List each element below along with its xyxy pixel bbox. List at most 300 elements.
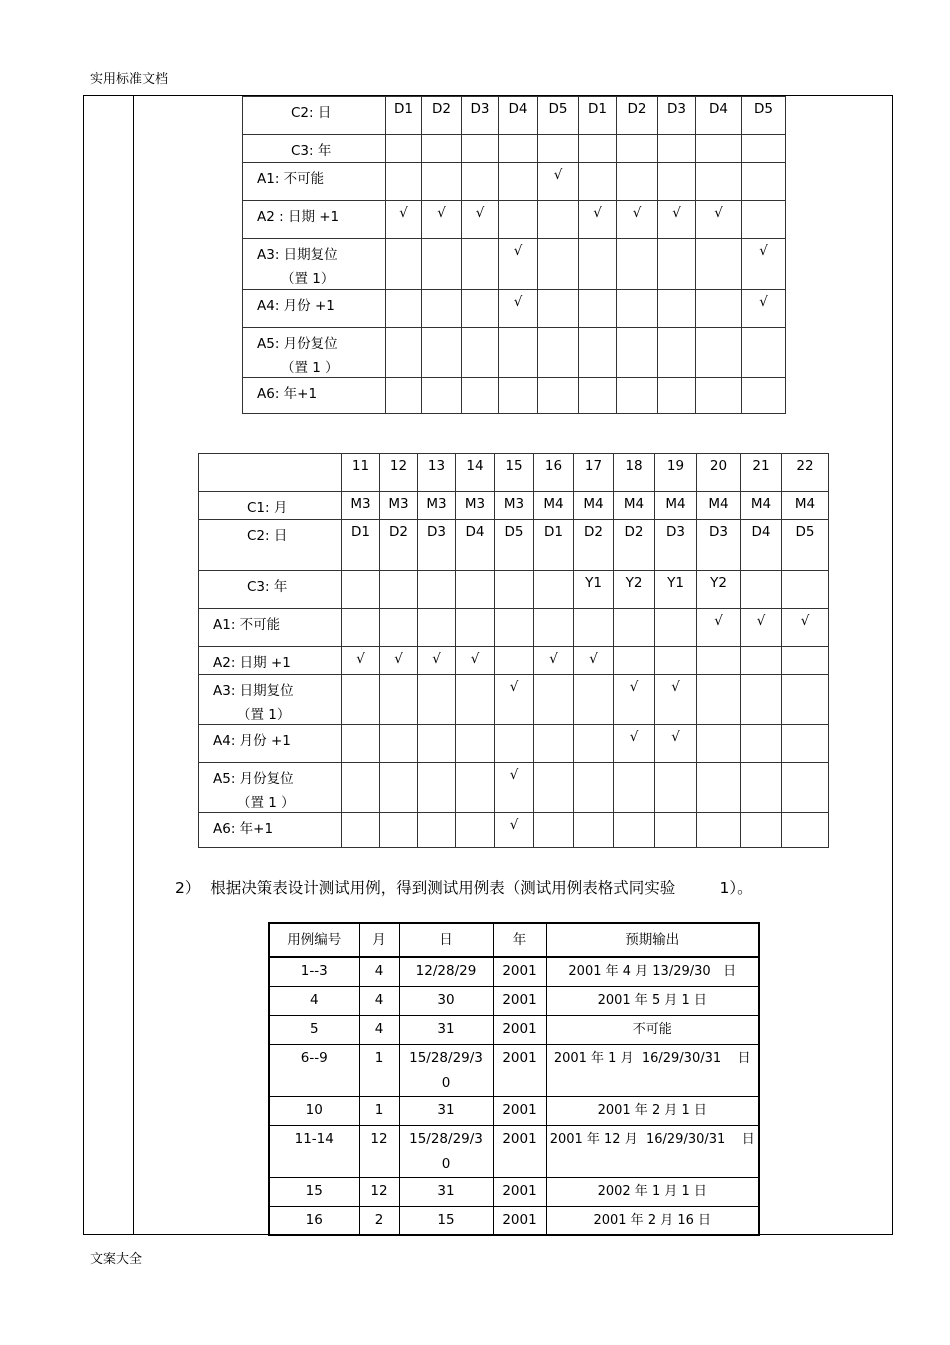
table2-row-label <box>199 675 342 725</box>
table2-cell <box>418 675 456 725</box>
table3-cell: 12 <box>359 1177 399 1206</box>
table2-row-label <box>199 647 342 675</box>
table3-cell: 2 <box>359 1206 399 1235</box>
table1-cell <box>538 328 579 378</box>
table3-cell: 2001 年 1 月 16/29/30/31 日 <box>546 1044 759 1096</box>
table3-cell: 6--9 <box>269 1044 359 1096</box>
table2-cell: √ <box>380 647 418 675</box>
table3-column-header: 年 <box>493 923 546 957</box>
table2-cell <box>782 813 829 848</box>
table2-cell <box>418 725 456 763</box>
table3-cell: 12/28/29 <box>399 957 493 986</box>
table1-cell: D1 <box>579 97 617 135</box>
table2-cell: Y1 <box>574 571 614 609</box>
table2-cell <box>697 813 741 848</box>
table2-cell <box>741 571 782 609</box>
table3-column-header: 预期输出 <box>546 923 759 957</box>
table2-column-header: 22 <box>782 454 829 492</box>
row-label-subtext: （置 1 ） <box>237 795 295 811</box>
table2-cell <box>741 725 782 763</box>
table1-cell <box>538 239 579 290</box>
table2-cell <box>741 813 782 848</box>
table3-cell: 1--3 <box>269 957 359 986</box>
table2-column-header: 21 <box>741 454 782 492</box>
table3-cell: 2001 <box>493 1177 546 1206</box>
table1-row-label <box>243 163 386 201</box>
table2-cell: M4 <box>741 492 782 520</box>
table2-row <box>199 520 829 571</box>
table1-cell <box>386 163 422 201</box>
table1-cell <box>422 328 462 378</box>
table1-cell: √ <box>499 239 538 290</box>
table2-cell: √ <box>655 725 697 763</box>
table2-cell <box>614 763 655 813</box>
table2-cell <box>456 675 495 725</box>
table1-cell <box>658 135 696 163</box>
decision-table-part1 <box>242 96 786 414</box>
table2-cell: M3 <box>342 492 380 520</box>
table1-cell: √ <box>742 290 786 328</box>
table2-cell: D1 <box>342 520 380 571</box>
table2-cell <box>697 675 741 725</box>
table1-cell <box>742 201 786 239</box>
table2-cell: M4 <box>697 492 741 520</box>
table3-cell: 5 <box>269 1015 359 1044</box>
table1-cell: √ <box>499 290 538 328</box>
table2-row <box>199 571 829 609</box>
table1-cell <box>462 328 499 378</box>
table2-cell: √ <box>495 763 534 813</box>
table1-cell <box>617 239 658 290</box>
table2-cell: Y1 <box>655 571 697 609</box>
table2-cell <box>418 571 456 609</box>
table2-cell: √ <box>655 675 697 725</box>
table3-cell: 31 <box>399 1015 493 1044</box>
table1-cell <box>386 239 422 290</box>
table2-header-row <box>199 454 829 492</box>
table1-cell <box>696 239 742 290</box>
table1-cell: √ <box>658 201 696 239</box>
table1-cell <box>696 135 742 163</box>
table1-row-label <box>243 378 386 414</box>
table2-cell <box>614 647 655 675</box>
table2-cell: √ <box>534 647 574 675</box>
table1-cell <box>658 290 696 328</box>
table3-cell: 30 <box>399 986 493 1015</box>
table2-cell <box>380 813 418 848</box>
table2-cell: √ <box>495 675 534 725</box>
table1-row-label <box>243 201 386 239</box>
table2-corner-cell <box>199 454 342 492</box>
table2-row <box>199 647 829 675</box>
table2-cell <box>495 609 534 647</box>
frame-column-divider <box>133 95 134 1235</box>
table2-cell: √ <box>614 725 655 763</box>
table1-cell <box>742 135 786 163</box>
table2-cell <box>574 763 614 813</box>
table2-cell <box>380 675 418 725</box>
table2-cell <box>697 725 741 763</box>
row-label-text: A1: 不可能 <box>213 617 281 633</box>
table2-row <box>199 763 829 813</box>
page-footer: 文案大全 <box>90 1252 143 1267</box>
table1-cell <box>658 328 696 378</box>
table3-cell: 2001 <box>493 1206 546 1235</box>
table2-column-header: 14 <box>456 454 495 492</box>
table3-cell: 2001 年 5 月 1 日 <box>546 986 759 1015</box>
frame-left-border <box>83 95 84 1235</box>
table1-cell <box>742 163 786 201</box>
table3-cell: 1 <box>359 1044 399 1096</box>
table2-cell: D4 <box>456 520 495 571</box>
table3-cell: 15 <box>399 1206 493 1235</box>
table2-cell: D2 <box>574 520 614 571</box>
table2-cell <box>655 609 697 647</box>
table2-cell: √ <box>614 675 655 725</box>
table2-column-header: 12 <box>380 454 418 492</box>
table2-cell: √ <box>782 609 829 647</box>
table3-cell: 不可能 <box>546 1015 759 1044</box>
table2-cell: √ <box>418 647 456 675</box>
table2-cell <box>782 763 829 813</box>
row-label-subtext: （置 1） <box>281 271 335 287</box>
table2-column-header: 19 <box>655 454 697 492</box>
table2-cell <box>534 813 574 848</box>
table1-cell: √ <box>386 201 422 239</box>
table3-cell: 2001 <box>493 957 546 986</box>
table1-row <box>243 163 786 201</box>
table3-cell: 2001 年 12 月 16/29/30/31 日 <box>546 1125 759 1177</box>
row-label-text: A2: 日期 +1 <box>213 655 291 671</box>
table2-cell: M4 <box>655 492 697 520</box>
table2-row-label <box>199 571 342 609</box>
table2-column-header: 20 <box>697 454 741 492</box>
table1-cell <box>617 163 658 201</box>
table2-cell: M3 <box>456 492 495 520</box>
table2-cell <box>418 763 456 813</box>
table3-cell: 4 <box>359 1015 399 1044</box>
row-label-subtext: （置 1 ） <box>281 360 339 376</box>
table3-cell: 2001 年 2 月 1 日 <box>546 1096 759 1125</box>
table2-cell <box>418 609 456 647</box>
table2-cell: M3 <box>380 492 418 520</box>
table1-cell <box>658 163 696 201</box>
table1-row-label <box>243 290 386 328</box>
table2-cell: Y2 <box>697 571 741 609</box>
table2-cell <box>380 609 418 647</box>
table1-cell <box>422 163 462 201</box>
table2-cell <box>574 725 614 763</box>
row-label-text: A4: 月份 +1 <box>257 298 335 314</box>
table2-cell: √ <box>342 647 380 675</box>
table1-cell <box>462 290 499 328</box>
table2-column-header: 11 <box>342 454 380 492</box>
table2-row <box>199 492 829 520</box>
table1-cell <box>579 135 617 163</box>
table1-row <box>243 97 786 135</box>
table1-cell: D3 <box>658 97 696 135</box>
table2-cell <box>655 763 697 813</box>
table1-row-label <box>243 328 386 378</box>
table2-cell <box>418 813 456 848</box>
table2-cell: D4 <box>741 520 782 571</box>
table1-row <box>243 290 786 328</box>
table1-cell <box>579 328 617 378</box>
table2-cell <box>741 763 782 813</box>
row-label-text: C3: 年 <box>247 579 288 595</box>
table1-cell <box>422 378 462 414</box>
table2-cell <box>574 813 614 848</box>
table3-row <box>269 1044 759 1096</box>
table2-cell <box>574 675 614 725</box>
table2-cell: D3 <box>655 520 697 571</box>
table1-cell <box>422 290 462 328</box>
table1-cell <box>538 135 579 163</box>
table1-cell: √ <box>538 163 579 201</box>
table2-row-label <box>199 520 342 571</box>
table2-cell: Y2 <box>614 571 655 609</box>
table2-cell: M4 <box>534 492 574 520</box>
table3-cell: 16 <box>269 1206 359 1235</box>
table2-cell <box>342 813 380 848</box>
table1-cell <box>499 163 538 201</box>
page-header: 实用标准文档 <box>90 72 169 87</box>
table2-cell <box>456 609 495 647</box>
table1-row <box>243 378 786 414</box>
table2-cell <box>574 609 614 647</box>
test-case-instruction: 2） 根据决策表设计测试用例，得到测试用例表（测试用例表格式同实验 1）。 <box>175 879 753 897</box>
table2-cell <box>342 609 380 647</box>
table3-cell: 31 <box>399 1096 493 1125</box>
table2-cell <box>697 763 741 813</box>
table1-cell <box>579 290 617 328</box>
table2-cell: M3 <box>495 492 534 520</box>
table2-cell <box>782 647 829 675</box>
table3-cell: 2001 年 4 月 13/29/30 日 <box>546 957 759 986</box>
table3-cell: 15/28/29/3 0 <box>399 1044 493 1096</box>
table1-cell <box>696 378 742 414</box>
table2-cell: D3 <box>697 520 741 571</box>
table3-cell: 2001 <box>493 1044 546 1096</box>
table1-cell: √ <box>617 201 658 239</box>
table1-cell <box>742 378 786 414</box>
table2-row <box>199 609 829 647</box>
table2-cell <box>534 571 574 609</box>
table1-cell <box>422 239 462 290</box>
table3-cell: 2001 <box>493 1096 546 1125</box>
table1-cell: √ <box>579 201 617 239</box>
table2-cell: M4 <box>614 492 655 520</box>
table1-cell <box>538 290 579 328</box>
table1-cell <box>696 163 742 201</box>
table3-header-row <box>269 923 759 957</box>
table2-cell: √ <box>697 609 741 647</box>
table2-cell <box>782 675 829 725</box>
table2-cell <box>534 763 574 813</box>
table3-cell: 15/28/29/3 0 <box>399 1125 493 1177</box>
table2-cell <box>614 813 655 848</box>
table3-row <box>269 1177 759 1206</box>
row-label-text: A1: 不可能 <box>257 171 325 187</box>
table2-cell <box>655 813 697 848</box>
row-label-text: A4: 月份 +1 <box>213 733 291 749</box>
table2-cell <box>380 571 418 609</box>
table3-cell: 2001 <box>493 1015 546 1044</box>
table2-row-label <box>199 609 342 647</box>
decision-table-part2 <box>198 453 829 848</box>
table2-cell <box>342 571 380 609</box>
row-label-text: C3: 年 <box>291 143 332 159</box>
table2-cell <box>782 725 829 763</box>
table1-cell <box>462 163 499 201</box>
row-label-subtext: （置 1） <box>237 707 291 723</box>
table1-cell: √ <box>696 201 742 239</box>
table1-row <box>243 239 786 290</box>
table2-cell <box>534 725 574 763</box>
table3-row <box>269 1206 759 1235</box>
row-label-text: A3: 日期复位 <box>257 247 338 263</box>
row-label-text: C2: 日 <box>291 105 332 121</box>
table2-column-header: 15 <box>495 454 534 492</box>
table1-cell <box>499 201 538 239</box>
table1-cell: D4 <box>696 97 742 135</box>
table3-row <box>269 986 759 1015</box>
table1-row-label <box>243 239 386 290</box>
table3-cell: 10 <box>269 1096 359 1125</box>
table3-column-header: 日 <box>399 923 493 957</box>
table1-cell <box>499 135 538 163</box>
table3-cell: 4 <box>359 986 399 1015</box>
table2-cell <box>534 675 574 725</box>
table2-cell <box>741 675 782 725</box>
table1-cell <box>617 378 658 414</box>
table1-cell <box>462 378 499 414</box>
table1-cell <box>579 378 617 414</box>
table1-cell: √ <box>742 239 786 290</box>
row-label-text: A5: 月份复位 <box>257 336 338 352</box>
table2-column-header: 17 <box>574 454 614 492</box>
table3-cell: 12 <box>359 1125 399 1177</box>
table2-cell <box>495 571 534 609</box>
table1-cell <box>462 239 499 290</box>
row-label-text: C2: 日 <box>247 528 288 544</box>
table1-row-label <box>243 97 386 135</box>
table3-row <box>269 1096 759 1125</box>
table1-cell: D4 <box>499 97 538 135</box>
table2-cell <box>456 725 495 763</box>
table2-row-label <box>199 763 342 813</box>
table3-cell: 31 <box>399 1177 493 1206</box>
table2-cell <box>741 647 782 675</box>
table2-cell <box>782 571 829 609</box>
table2-cell <box>495 725 534 763</box>
table1-cell <box>538 378 579 414</box>
table2-cell: √ <box>741 609 782 647</box>
table2-cell: D2 <box>380 520 418 571</box>
table2-cell <box>456 763 495 813</box>
table1-cell <box>696 328 742 378</box>
table3-cell: 2002 年 1 月 1 日 <box>546 1177 759 1206</box>
table2-row <box>199 813 829 848</box>
table2-cell: M3 <box>418 492 456 520</box>
table1-cell: D5 <box>538 97 579 135</box>
row-label-text: A3: 日期复位 <box>213 683 294 699</box>
table2-cell <box>614 609 655 647</box>
table3-cell: 2001 年 2 月 16 日 <box>546 1206 759 1235</box>
table2-cell <box>456 571 495 609</box>
row-label-text: A2 : 日期 +1 <box>257 209 340 225</box>
table1-cell <box>538 201 579 239</box>
table1-cell <box>617 328 658 378</box>
table1-row <box>243 328 786 378</box>
row-label-text: A6: 年+1 <box>257 386 318 402</box>
table1-cell <box>579 239 617 290</box>
table2-cell: √ <box>574 647 614 675</box>
table1-cell: √ <box>462 201 499 239</box>
test-case-table <box>268 922 760 1236</box>
table2-cell: D2 <box>614 520 655 571</box>
table1-cell <box>658 378 696 414</box>
table3-cell: 11-14 <box>269 1125 359 1177</box>
table3-row <box>269 957 759 986</box>
table1-cell <box>658 239 696 290</box>
table2-cell <box>456 813 495 848</box>
table2-row-label <box>199 813 342 848</box>
table2-cell: D5 <box>495 520 534 571</box>
table2-cell: √ <box>456 647 495 675</box>
table1-cell <box>696 290 742 328</box>
table2-cell: D5 <box>782 520 829 571</box>
table1-cell: D3 <box>462 97 499 135</box>
table3-cell: 4 <box>269 986 359 1015</box>
table1-cell <box>386 378 422 414</box>
table2-row-label <box>199 725 342 763</box>
table1-cell: D5 <box>742 97 786 135</box>
row-label-text: A5: 月份复位 <box>213 771 294 787</box>
table2-row-label <box>199 492 342 520</box>
table3-cell: 15 <box>269 1177 359 1206</box>
table3-cell: 1 <box>359 1096 399 1125</box>
table1-cell: D2 <box>422 97 462 135</box>
table1-cell <box>386 290 422 328</box>
table2-cell <box>697 647 741 675</box>
table2-cell: M4 <box>574 492 614 520</box>
table3-cell: 4 <box>359 957 399 986</box>
table1-cell: D1 <box>386 97 422 135</box>
table2-cell <box>380 763 418 813</box>
table1-row <box>243 135 786 163</box>
table2-cell <box>655 647 697 675</box>
table1-cell <box>462 135 499 163</box>
table1-cell <box>499 378 538 414</box>
table2-cell: D1 <box>534 520 574 571</box>
table2-cell: √ <box>495 813 534 848</box>
table2-cell <box>495 647 534 675</box>
table1-cell <box>742 328 786 378</box>
table1-cell <box>386 328 422 378</box>
table3-column-header: 用例编号 <box>269 923 359 957</box>
table1-cell <box>499 328 538 378</box>
table3-column-header: 月 <box>359 923 399 957</box>
row-label-text: A6: 年+1 <box>213 821 274 837</box>
table2-cell <box>342 763 380 813</box>
table1-cell <box>617 135 658 163</box>
table1-row <box>243 201 786 239</box>
table1-cell <box>617 290 658 328</box>
table1-cell: D2 <box>617 97 658 135</box>
table2-row <box>199 675 829 725</box>
table1-row-label <box>243 135 386 163</box>
